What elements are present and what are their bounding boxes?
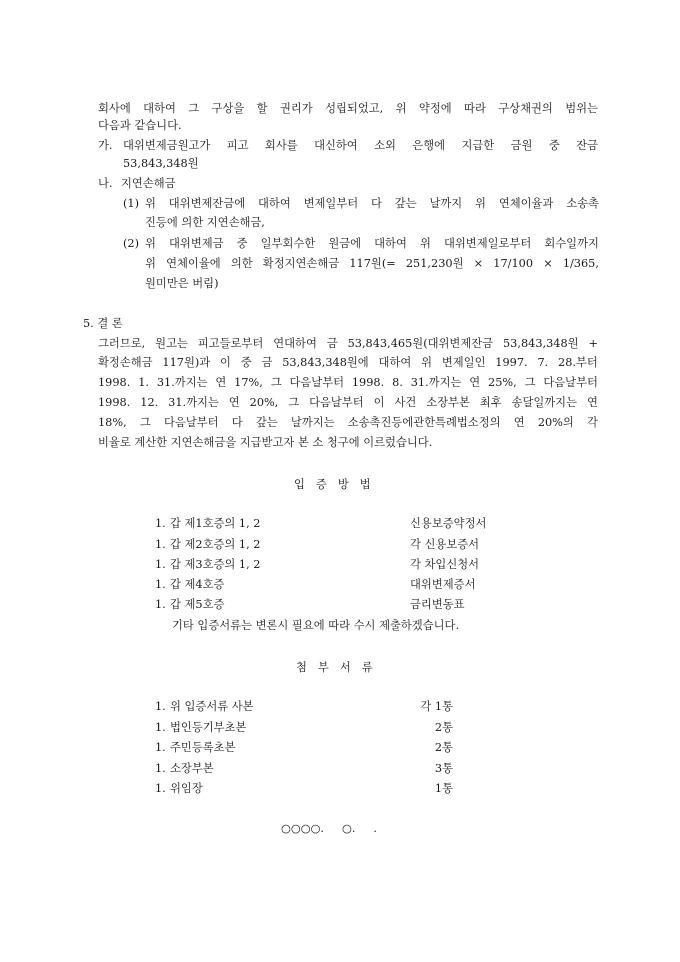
attachment-num: 1. [155, 700, 166, 713]
evidence-desc: 각 차입신청서 [410, 558, 480, 571]
evidence-num: 1. [155, 598, 166, 611]
attachment-count: 2통 [434, 721, 453, 734]
attachment-num: 1. [155, 741, 166, 754]
evidence-title: 입증방법 [294, 478, 382, 491]
evidence-name: 갑 제2호증의 1, 2 [170, 538, 261, 551]
conclusion-line-2: 확정손해금 117원)과 이 중 금 53,843,348원에 대하여 위 변제일인 1997. 7. 28.부터 [98, 356, 598, 369]
evidence-num: 1. [155, 578, 166, 591]
attachment-num: 1. [155, 782, 166, 795]
intro-line-2: 다음과 같습니다. [98, 119, 182, 132]
item-ga-marker: 가. [98, 139, 113, 152]
attachment-num: 1. [155, 762, 166, 775]
attachment-name: 소장부본 [170, 762, 214, 775]
attachment-num: 1. [155, 721, 166, 734]
sub2-marker: (2) [123, 237, 140, 250]
sub2-line-1: 위 대위변제금 중 일부회수한 원금에 대하여 위 대위변제일로부터 회수일까지 [145, 237, 599, 250]
intro-line-1: 회사에 대하여 그 구상을 할 권리가 성립되었고, 위 약정에 따라 구상채권의 범위는 [98, 102, 598, 115]
attachment-name: 법인등기부초본 [170, 721, 247, 734]
attachments-title: 첨부서류 [296, 661, 384, 674]
item-na-title: 지연손해금 [121, 177, 176, 190]
evidence-num: 1. [155, 517, 166, 530]
evidence-desc: 각 신용보증서 [410, 538, 480, 551]
evidence-desc: 대위변제증서 [410, 578, 476, 591]
evidence-name: 갑 제3호증의 1, 2 [170, 558, 261, 571]
item-ga-line-2: 53,843,348원 [123, 157, 199, 170]
item-na-marker: 나. [98, 177, 113, 190]
sub2-line-2: 위 연체이율에 의한 확정지연손해금 117원(= 251,230원 × 17/100 × 1/365, [145, 257, 599, 270]
conclusion-line-4: 1998. 12. 31.까지는 연 20%, 그 다음날부터 이 사건 소장부본 최후 송달일까지는 연 [98, 396, 598, 409]
evidence-num: 1. [155, 558, 166, 571]
attachment-name: 위 입증서류 사본 [170, 700, 254, 713]
attachment-name: 위임장 [170, 782, 203, 795]
evidence-desc: 신용보증약정서 [410, 517, 487, 530]
attachment-count: 1통 [434, 782, 453, 795]
sub1-line-1: 위 대위변제잔금에 대하여 변제일부터 다 갚는 날까지 위 연체이율과 소송촉 [145, 197, 599, 210]
attachment-count: 각 1통 [420, 700, 453, 713]
conclusion-line-3: 1998. 1. 31.까지는 연 17%, 그 다음날부터 1998. 8. 31.까지는 연 25%, 그 다음날부터 [98, 376, 598, 389]
evidence-note: 기타 입증서류는 변론시 필요에 따라 수시 제출하겠습니다. [172, 619, 460, 632]
sub2-line-3: 원미만은 버림) [145, 277, 219, 290]
evidence-name: 갑 제1호증의 1, 2 [170, 517, 261, 530]
sub1-marker: (1) [123, 197, 140, 210]
conclusion-line-5: 18%, 그 다음날부터 다 갚는 날까지는 소송촉진등에관한특례법소정의 연 20%의 각 [98, 416, 598, 429]
conclusion-line-6: 비율로 계산한 지연손해금을 지급받고자 본 소 청구에 이르렀습니다. [98, 436, 433, 449]
attachment-count: 2통 [434, 741, 453, 754]
evidence-name: 갑 제4호증 [170, 578, 225, 591]
attachment-count: 3통 [434, 762, 453, 775]
evidence-name: 갑 제5호증 [170, 598, 225, 611]
attachment-name: 주민등록초본 [170, 741, 236, 754]
conclusion-line-1: 그러므로, 원고는 피고들로부터 연대하여 금 53,843,465원(대위변제잔금 53,843,348원 + [98, 337, 598, 350]
item-ga-line-1: 대위변제금원고가 피고 회사를 대신하여 소외 은행에 지급한 금원 중 잔금 [123, 139, 598, 152]
conclusion-heading: 5. 결 론 [83, 317, 123, 330]
evidence-num: 1. [155, 538, 166, 551]
sub1-line-2: 진등에 의한 지연손해금, [145, 216, 265, 229]
date-line: ○○○○. ○. . [281, 822, 377, 835]
evidence-desc: 금리변동표 [410, 598, 465, 611]
